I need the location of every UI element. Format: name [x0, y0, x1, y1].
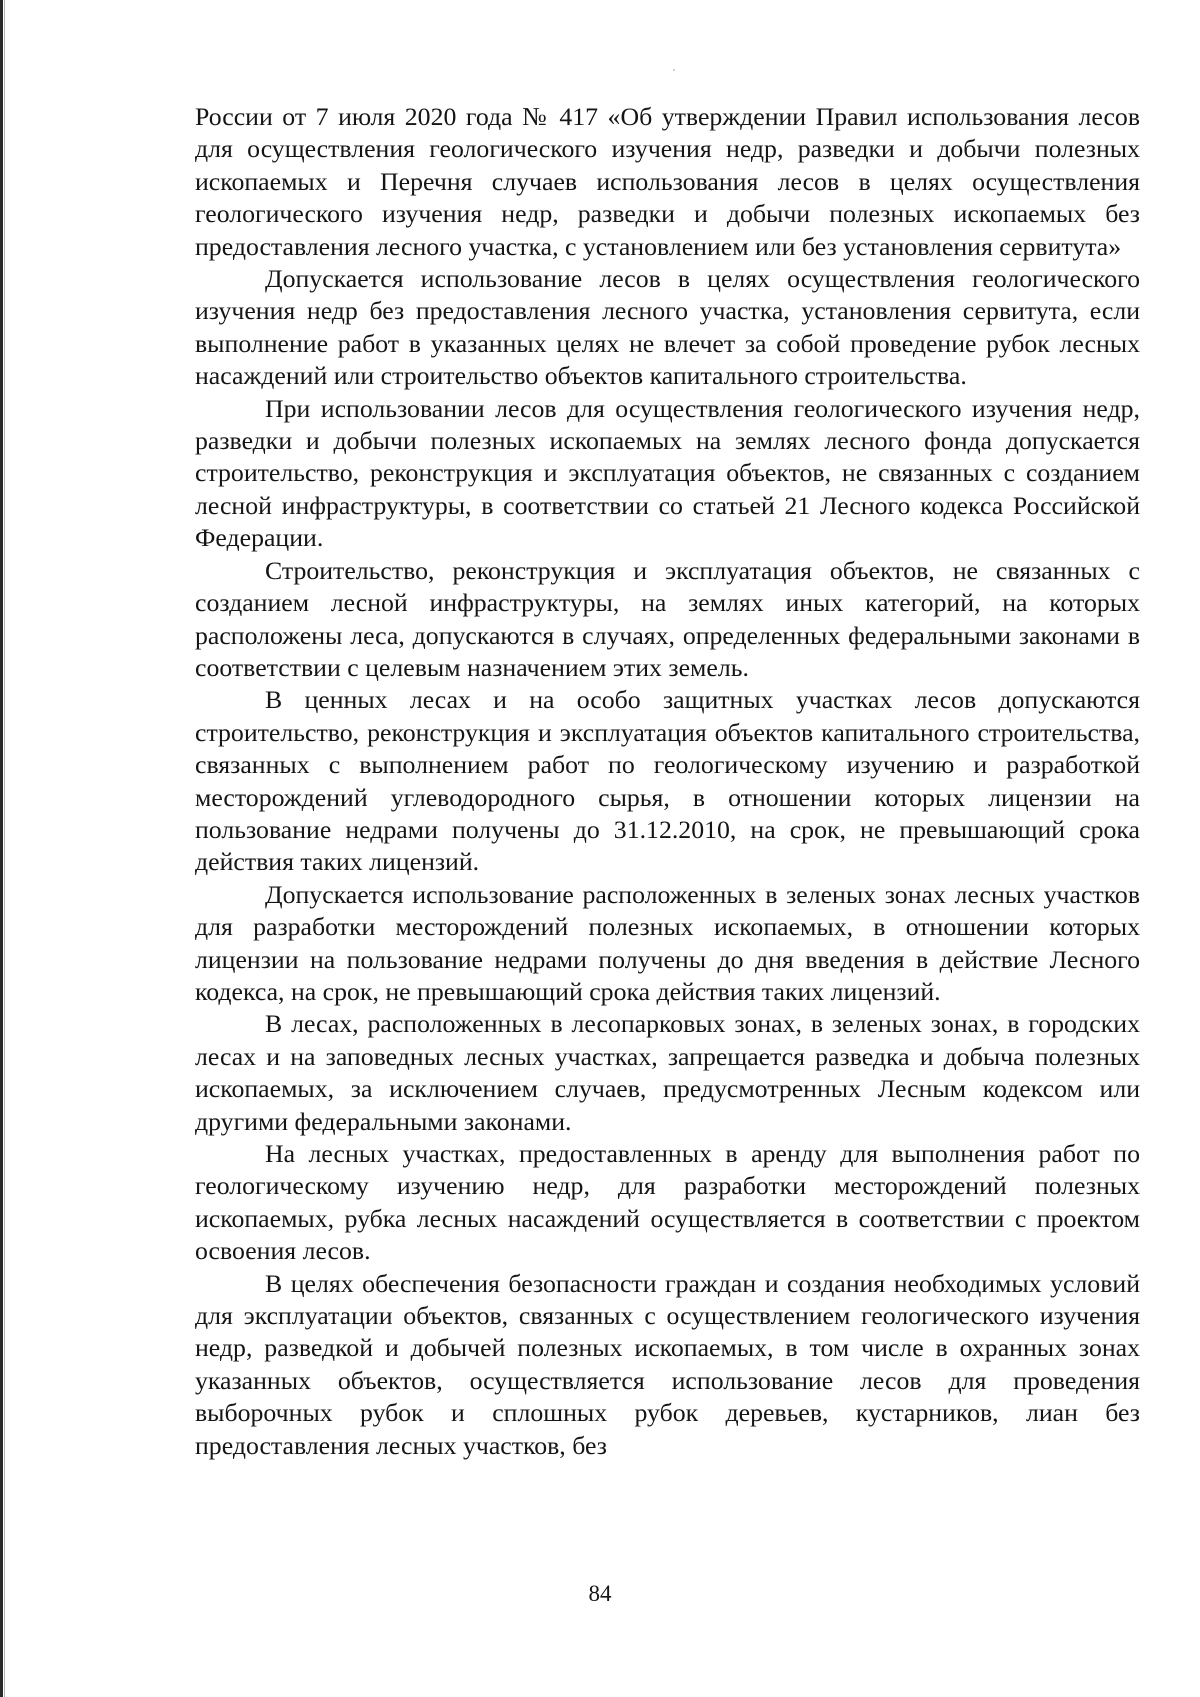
paragraph: В ценных лесах и на особо защитных участках лесов допускаются строительство, реконструкция и эксплуатация объектов капитального строительства, связанных с выполнением работ по геологическому изучению и разработкой месторождений углеводородного сырья, в отношении которых лицензии на пользование недрами получены до 31.12.2010, на срок, не превышающий срока действия таких лицензий. [195, 685, 1140, 877]
paragraph-continuation: России от 7 июля 2020 года № 417 «Об утверждении Правил использования лесов для осуществления геологического изучения недр, разведки и добычи полезных ископаемых и Перечня случаев использования лесов в целях осуществления геологического изучения недр, разведки и добычи полезных ископаемых без предоставления лесного участка, с установлением или без установления сервитута» [195, 102, 1140, 261]
paragraph: Допускается использование расположенных в зеленых зонах лесных участков для разработки месторождений полезных ископаемых, в отношении которых лицензии на пользование недрами получены до дня введения в действие Лесного кодекса, на срок, не превышающий срока действия таких лицензий. [195, 879, 1140, 1006]
paragraph: В лесах, расположенных в лесопарковых зонах, в зеленых зонах, в городских лесах и на заповедных лесных участках, запрещается разведка и добыча полезных ископаемых, за исключением случаев, предусмотренных Лесным кодексом или другими федеральными законами. [195, 1009, 1140, 1136]
paragraph: На лесных участках, предоставленных в аренду для выполнения работ по геологическому изучению недр, для разработки месторождений полезных ископаемых, рубка лесных насаждений осуществляется в соответствии с проектом освоения лесов. [195, 1139, 1140, 1266]
scan-edge-shadow [4, 0, 5, 1697]
paragraph: Допускается использование лесов в целях осуществления геологического изучения недр без предоставления лесного участка, установления сервитута, если выполнение работ в указанных целях не влечет за собой проведение рубок лесных насаждений или строительство объектов капитального строительства. [195, 264, 1140, 391]
paragraph: При использовании лесов для осуществления геологического изучения недр, разведки и добычи полезных ископаемых на землях лесного фонда допускается строительство, реконструкция и эксплуатация объектов, не связанных с созданием лесной инфраструктуры, в соответствии со статьей 21 Лесного кодекса Российской Федерации. [195, 393, 1140, 553]
page-number: 84 [588, 1581, 612, 1606]
paragraph-continues-next-page: В целях обеспечения безопасности граждан и создания необходимых условий для эксплуатации объектов, связанных с осуществлением геологического изучения недр, разведкой и добычей полезных ископаемых, в том числе в охранных зонах указанных объектов, осуществляется использование лесов для проведения выборочных рубок и сплошных рубок деревьев, кустарников, лиан без предоставления лесных участков, без [195, 1268, 1140, 1460]
scan-edge-border [0, 0, 3, 1697]
scan-speck [673, 69, 675, 71]
paragraph: Строительство, реконструкция и эксплуатация объектов, не связанных с созданием лесной инфраструктуры, на землях иных категорий, на которых расположены леса, допускаются в случаях, определенных федеральными законами в соответствии с целевым назначением этих земель. [195, 555, 1140, 682]
document-body [195, 101, 1140, 1462]
